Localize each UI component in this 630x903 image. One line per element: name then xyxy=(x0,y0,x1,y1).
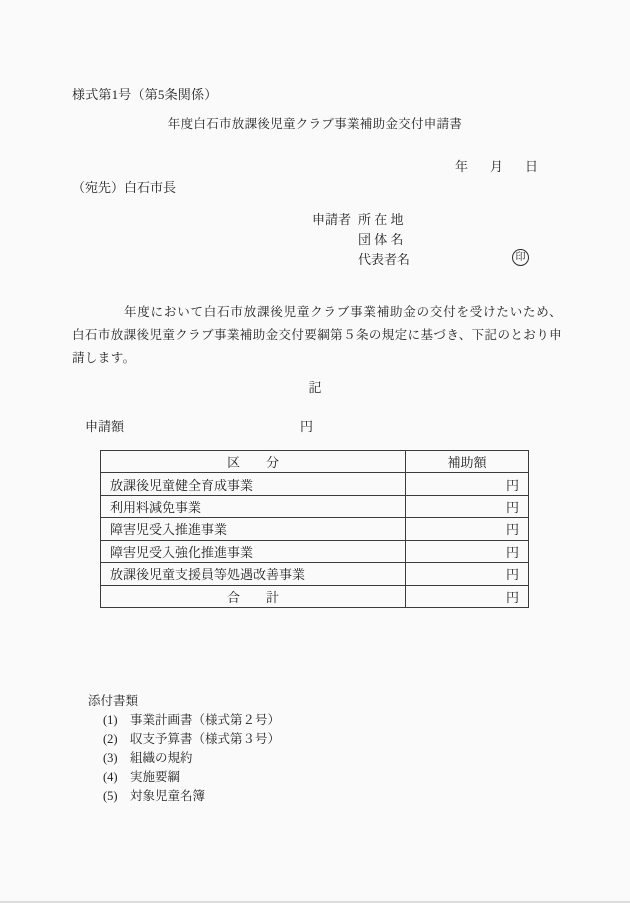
form-number: 様式第1号（第5条関係） xyxy=(72,87,218,102)
table-total-row xyxy=(101,585,529,607)
table-row xyxy=(101,518,529,540)
table-row xyxy=(101,563,529,585)
table-row-amount-unit: 円 xyxy=(406,495,529,517)
list-item-number: (4) xyxy=(103,770,118,784)
applicant-block xyxy=(312,210,410,270)
application-amount-label: 申請額 xyxy=(85,419,125,434)
recipient-line: （宛先）白石市長 xyxy=(72,180,177,195)
list-item xyxy=(88,730,280,749)
table-header-category: 区 分 xyxy=(101,451,406,473)
table-row xyxy=(101,495,529,517)
list-item-text: 組織の規約 xyxy=(130,751,193,765)
applicant-indent xyxy=(312,250,358,270)
table-row xyxy=(101,540,529,562)
list-item xyxy=(88,711,280,730)
applicant-representative-row xyxy=(312,250,410,270)
application-amount-unit: 円 xyxy=(300,419,314,434)
body-paragraph: 年度において白石市放課後児童クラブ事業補助金の交付を受けたいため、白石市放課後児童クラブ事業補助金交付要綱第５条の規定に基づき、下記のとおり申請します。 xyxy=(72,305,562,365)
applicant-organization-label: 団 体 名 xyxy=(358,232,404,247)
application-amount-line xyxy=(85,416,313,435)
table-row-label: 障害児受入推進事業 xyxy=(101,518,406,540)
applicant-representative-label: 代表者名 xyxy=(358,252,411,267)
list-item-text: 対象児童名簿 xyxy=(130,789,206,803)
applicant-indent xyxy=(312,230,358,250)
table-row-amount-unit: 円 xyxy=(406,518,529,540)
list-item-number: (2) xyxy=(103,732,118,746)
table-header-amount: 補助額 xyxy=(406,451,529,473)
table-row xyxy=(101,473,529,495)
table-row-amount-unit: 円 xyxy=(406,540,529,562)
list-item xyxy=(88,749,280,768)
attachments-list xyxy=(88,711,280,806)
table-row-amount-unit: 円 xyxy=(406,473,529,495)
table-row-label: 利用料減免事業 xyxy=(101,495,406,517)
list-item-number: (5) xyxy=(103,789,118,803)
list-item-text: 収支予算書（様式第３号） xyxy=(130,732,281,746)
table-row-label: 放課後児童健全育成事業 xyxy=(101,473,406,495)
record-heading: 記 xyxy=(308,380,322,395)
table-header-row xyxy=(101,451,529,473)
date-line xyxy=(455,156,538,175)
applicant-label: 申請者 xyxy=(312,212,352,227)
table-row-label: 障害児受入強化推進事業 xyxy=(101,540,406,562)
document-title: 年度白石市放課後児童クラブ事業補助金交付申請書 xyxy=(167,117,463,131)
table-total-amount-unit: 円 xyxy=(406,585,529,607)
applicant-address-row xyxy=(312,210,410,230)
list-item-number: (1) xyxy=(103,713,118,727)
date-month-label: 月 xyxy=(490,159,504,174)
table-row-label: 放課後児童支援員等処遇改善事業 xyxy=(101,563,406,585)
table-total-label: 合 計 xyxy=(101,585,406,607)
applicant-organization-row xyxy=(312,230,410,250)
list-item-text: 事業計画書（様式第２号） xyxy=(130,713,281,727)
applicant-address-label: 所 在 地 xyxy=(358,212,404,227)
attachments-section xyxy=(88,692,280,806)
date-year-label: 年 xyxy=(455,159,469,174)
list-item-number: (3) xyxy=(103,751,118,765)
seal-mark-icon: 印 xyxy=(512,249,529,266)
list-item xyxy=(88,768,280,787)
subsidy-table xyxy=(100,450,529,608)
list-item xyxy=(88,787,280,806)
attachments-title: 添付書類 xyxy=(88,694,139,708)
list-item-text: 実施要綱 xyxy=(130,770,181,784)
table-row-amount-unit: 円 xyxy=(406,563,529,585)
date-day-label: 日 xyxy=(525,159,539,174)
